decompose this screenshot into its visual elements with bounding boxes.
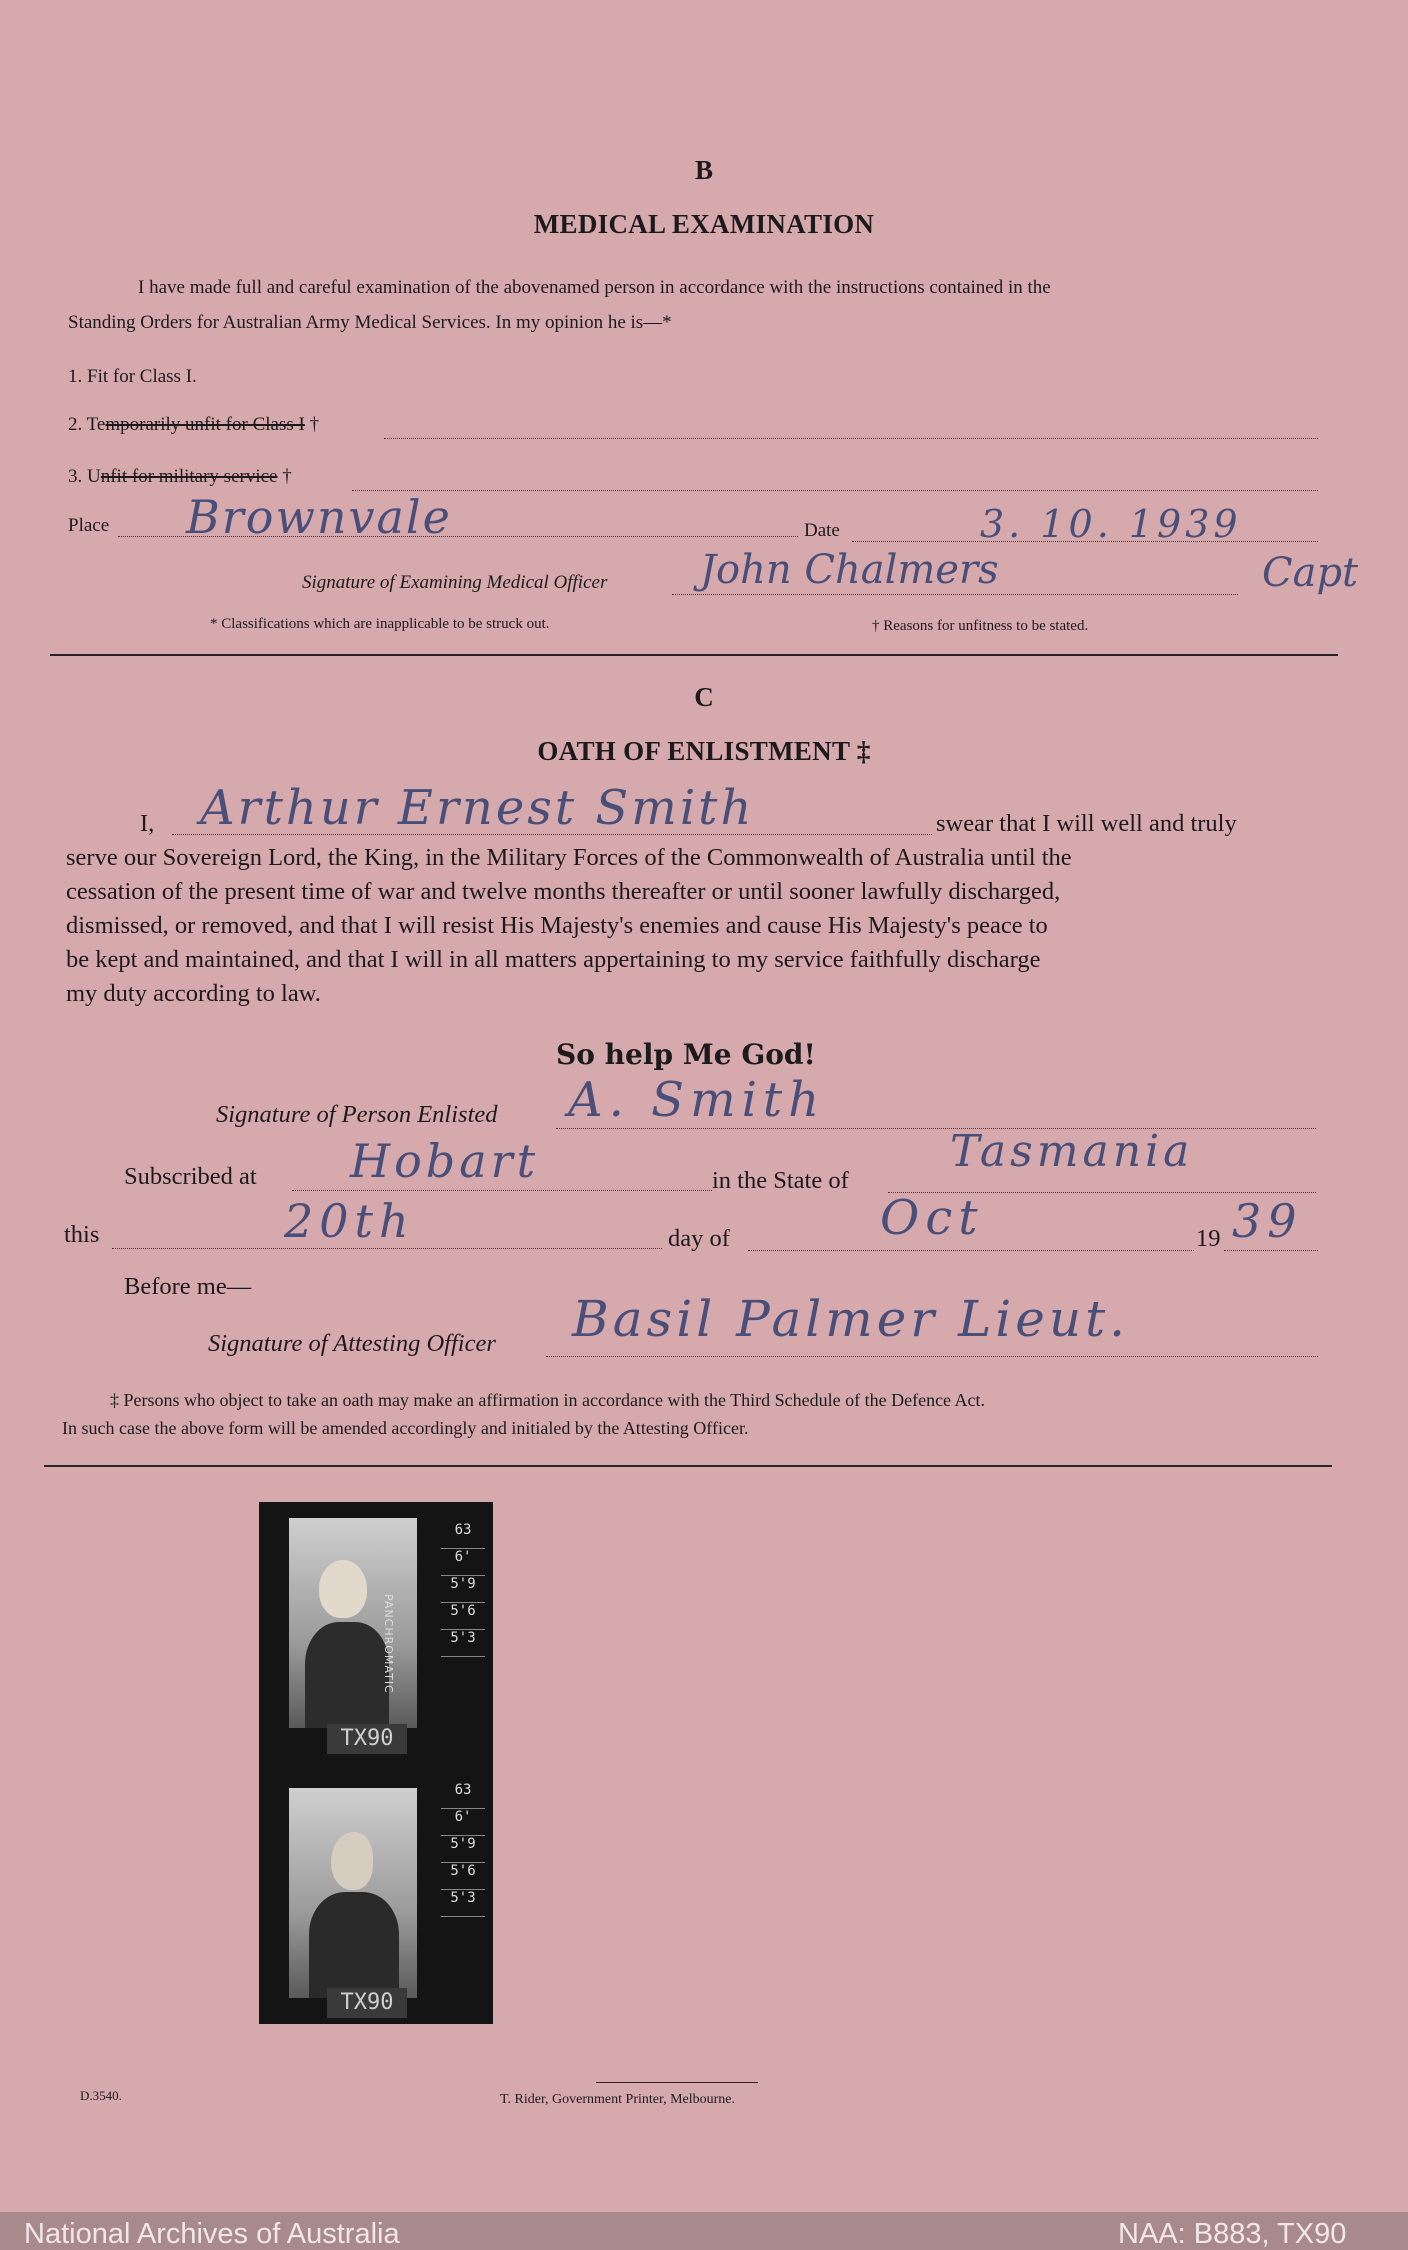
- enlisted-dotted-line: [556, 1128, 1316, 1129]
- profile-face-shape: [331, 1832, 373, 1890]
- affirmation-footnote-2: In such case the above form will be amended accordingly and initialed by the Attesting Officer.: [62, 1418, 749, 1438]
- medical-examination-heading: MEDICAL EXAMINATION: [533, 209, 875, 239]
- dotted-line: [384, 438, 1318, 439]
- affirmation-footnote-1: ‡ Persons who object to take an oath may make an affirmation in accordance with the Third Schedule of the Defence Act.: [110, 1390, 986, 1410]
- scale-mark: 63: [441, 1522, 485, 1549]
- class-item-1: 1. Fit for Class I.: [68, 366, 197, 387]
- attesting-signature: Basil Palmer Lieut.: [572, 1290, 1130, 1348]
- scale-mark: 5'6: [441, 1603, 485, 1630]
- height-scale-bottom: [441, 1782, 485, 1917]
- oath-line-2: serve our Sovereign Lord, the King, in the Military Forces of the Commonwealth of Australia until the: [66, 844, 1072, 871]
- section-divider: [44, 1465, 1332, 1467]
- section-c-letter: C: [694, 682, 714, 712]
- scale-mark: 5'3: [441, 1630, 485, 1657]
- class-item-2: [68, 414, 319, 436]
- state-label: in the State of: [712, 1167, 849, 1194]
- face-shape: [319, 1560, 367, 1618]
- scale-mark: 6': [441, 1549, 485, 1576]
- oath-line-5: be kept and maintained, and that I will in all matters appertaining to my service faithfully discharge: [66, 946, 1041, 973]
- month-dotted-line: [748, 1250, 1194, 1251]
- oath-line-4: dismissed, or removed, and that I will resist His Majesty's enemies and cause His Majesty's peace to: [66, 912, 1048, 939]
- oath-heading: OATH OF ENLISTMENT ‡: [537, 736, 871, 766]
- place-handwritten: Brownvale: [186, 490, 452, 544]
- section-divider: [50, 654, 1338, 656]
- year-dotted-line: [1224, 1250, 1318, 1251]
- oath-line-3: cessation of the present time of war and twelve months thereafter or until sooner lawfully discharged,: [66, 878, 1061, 905]
- form-code: D.3540.: [80, 2088, 122, 2103]
- classification-note: * Classifications which are inapplicable to be struck out.: [210, 616, 550, 632]
- day-handwritten: 20th: [284, 1194, 415, 1248]
- enlisted-signature-label: Signature of Person Enlisted: [216, 1101, 498, 1128]
- date-handwritten: 3. 10. 1939: [980, 502, 1242, 546]
- scale-mark: 5'3: [441, 1890, 485, 1917]
- section-b-letter: B: [694, 155, 713, 185]
- torso-shape: [305, 1622, 389, 1728]
- intro-line-1: I have made full and careful examination of the abovenamed person in accordance with the instructions contained in the: [138, 277, 1051, 298]
- archive-reference: NAA: B883, TX90: [1118, 2218, 1347, 2250]
- class-item-3-struck-text: nfit for military service: [100, 466, 278, 487]
- class-item-3-number: 3. U: [68, 466, 101, 487]
- subscribed-label: Subscribed at: [124, 1163, 257, 1190]
- class-item-3: [68, 466, 292, 488]
- dagger-mark: †: [309, 414, 320, 435]
- enlisted-signature: A. Smith: [568, 1072, 826, 1128]
- panchromatic-label: PANCHROMATIC: [382, 1594, 396, 1694]
- plate-number-bottom: TX90: [327, 1988, 407, 2018]
- oath-i: I,: [140, 810, 155, 837]
- place-label: Place: [68, 515, 110, 536]
- enlistment-photo-strip: [259, 1502, 493, 2024]
- archive-name: National Archives of Australia: [24, 2218, 400, 2250]
- before-me-label: Before me—: [124, 1273, 252, 1300]
- dotted-line: [352, 490, 1318, 491]
- front-portrait-photo: [289, 1518, 417, 1728]
- oath-line-6: my duty according to law.: [66, 980, 321, 1007]
- class-item-2-number: 2. Te: [68, 414, 106, 435]
- attesting-dotted-line: [546, 1356, 1318, 1357]
- medical-officer-rank: Capt: [1262, 550, 1359, 596]
- scale-mark: 6': [441, 1809, 485, 1836]
- medical-officer-signature: John Chalmers: [700, 547, 999, 593]
- plate-number-top: TX90: [327, 1724, 407, 1754]
- day-dotted-line: [112, 1248, 662, 1249]
- attesting-signature-label: Signature of Attesting Officer: [208, 1330, 496, 1357]
- height-scale-top: [441, 1522, 485, 1657]
- oath-line-1-end: swear that I will well and truly: [936, 810, 1237, 837]
- printer-credit: T. Rider, Government Printer, Melbourne.: [500, 2092, 736, 2107]
- scale-mark: 63: [441, 1782, 485, 1809]
- year-prefix: 19: [1196, 1225, 1221, 1252]
- scale-mark: 5'9: [441, 1836, 485, 1863]
- profile-portrait-photo: [289, 1788, 417, 1998]
- signature-dotted-line: [672, 594, 1238, 595]
- class-item-2-struck-text: mporarily unfit for Class I: [105, 414, 305, 435]
- oath-name-handwritten: Arthur Ernest Smith: [200, 780, 755, 836]
- so-help-me-god: So help Me God!: [556, 1038, 816, 1071]
- subscribed-dotted-line: [292, 1190, 712, 1191]
- this-label: this: [64, 1221, 100, 1248]
- dagger-mark: †: [282, 466, 292, 487]
- year-handwritten: 39: [1232, 1194, 1303, 1248]
- state-handwritten: Tasmania: [950, 1126, 1194, 1177]
- profile-torso-shape: [309, 1892, 399, 1998]
- printer-rule: [596, 2082, 758, 2083]
- scale-mark: 5'6: [441, 1863, 485, 1890]
- medical-officer-signature-label: Signature of Examining Medical Officer: [302, 572, 608, 593]
- day-of-label: day of: [668, 1225, 730, 1252]
- scale-mark: 5'9: [441, 1576, 485, 1603]
- month-handwritten: Oct: [880, 1190, 984, 1246]
- subscribed-handwritten: Hobart: [350, 1134, 540, 1188]
- date-label: Date: [804, 520, 840, 541]
- unfitness-note: † Reasons for unfitness to be stated.: [872, 618, 1089, 634]
- intro-line-2: Standing Orders for Australian Army Medical Services. In my opinion he is—*: [68, 312, 672, 333]
